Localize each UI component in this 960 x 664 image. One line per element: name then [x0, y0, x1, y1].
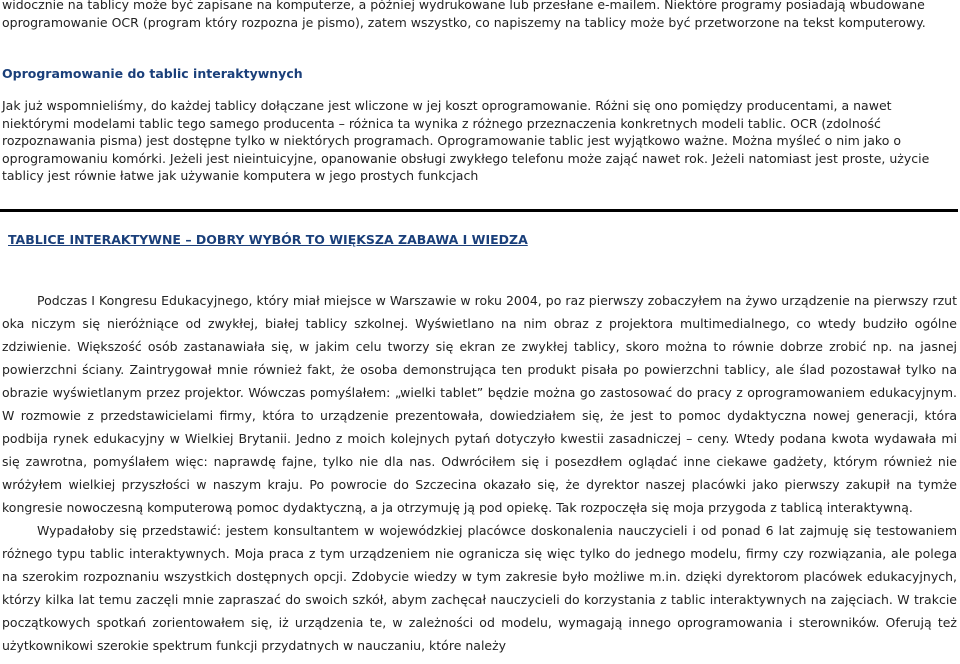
software-section: [2, 97, 957, 185]
article-body: [2, 289, 957, 657]
article-paragraph-2: Wypadałoby się przedstawić: jestem konsultantem w wojewódzkiej placówce doskonalenia nauczycieli i od ponad 6 lat zajmuję się testowaniem różnego typu tablic interaktywnych. Moja praca z tym urządzeniem nie ogranicza się więc tylko do jednego modelu, firmy czy rozwiązania, ale polega na szerokim rozpoznaniu wszystkich dostępnych opcji. Zdobycie wiedzy w tym zakresie było możliwe m.in. dzięki dyrektorom placówek edukacyjnych, którzy kilka lat temu zaczęli mnie zapraszać do swoich szkół, abym zachęcał nauczycieli do korzystania z tablic interaktywnych na zajęciach. W trakcie początkowych spotkań zorientowałem się, iż urządzenia te, w zależności od modelu, wymagają innego oprogramowania i sterowników. Oferują też użytkownikowi szerokie spektrum funkcji przydatnych w nauczaniu, które należy: [2, 523, 957, 653]
intro-section: [2, 0, 957, 31]
software-paragraph: Jak już wspomnieliśmy, do każdej tablicy dołączane jest wliczone w jej koszt oprogramowanie. Różni się ono pomiędzy producentami, a nawet niektórymi modelami tablic tego samego producenta – różnica ta wynika z różnego przeznaczenia konkretnych modeli tablic. OCR (zdolność rozpoznawania pisma) jest dostępne tylko w niektórych programach. Oprogramowanie tablic jest wyjątkowo ważne. Można myśleć o nim jako o oprogramowaniu komórki. Jeżeli jest nieintuicyjne, opanowanie obsługi zwykłego telefonu może zająć nawet rok. Jeżeli natomiast jest proste, użycie tablicy jest równie łatwe jak używanie komputera w jego prostych funkcjach: [2, 98, 930, 184]
article-paragraph-1: Podczas I Kongresu Edukacyjnego, który miał miejsce w Warszawie w roku 2004, po raz pierwszy zobaczyłem na żywo urządzenie na pierwszy rzut oka niczym się nieróżniące od zwykłej, białej tablicy szkolnej. Wyświetlano na nim obraz z projektora multimedialnego, co wtedy budziło ogólne zdziwienie. Większość osób zastanawiała się, w jakim celu tworzy się ekran ze zwykłej tablicy, skoro można to równie dobrze zrobić np. na jasnej powierzchni ściany. Zaintrygował mnie również fakt, że osoba demonstrująca ten produkt pisała po powierzchni tablicy, ale ślad pozostawał tylko na obrazie wyświetlanym przez projektor. Wówczas pomyślałem: „wielki tablet” będzie można go zastosować do pracy z oprogramowaniem edukacyjnym. W rozmowie z przedstawicielami firmy, która to urządzenie prezentowała, dowiedziałem się, że jest to pomoc dydaktyczna nowej generacji, która podbija rynek edukacyjny w Wielkiej Brytanii. Jedno z moich kolejnych pytań dotyczyło kwestii zasadniczej – ceny. Wtedy podana kwota wydawała mi się zawrotna, pomyślałem więc: naprawdę fajne, tylko nie dla nas. Odwróciłem się i posezdłem oglądać inne ciekawe gadżety, którym również nie wróżyłem wielkiej przyszłości w naszym kraju. Po powrocie do Szczecina okazało się, że dyrektor naszej placówki jako pierwszy zakupił na tymże kongresie nowoczesną komputerową pomoc dydaktyczną, a ja otrzymuję ją pod opiekę. Tak rozpoczęła się moja przygoda z tablicą interaktywną.: [2, 293, 957, 515]
intro-paragraph: widocznie na tablicy może być zapisane na komputerze, a później wydrukowane lub przesłane e-mailem. Niektóre programy posiadają wbudowane oprogramowanie OCR (program który rozpozna je pismo), zatem wszystko, co napiszemy na tablicy może być przetworzone na tekst komputerowy.: [2, 0, 926, 30]
article-heading: TABLICE INTERAKTYWNE – DOBRY WYBÓR TO WIĘKSZA ZABAWA I WIEDZA: [8, 232, 528, 247]
section-divider: [0, 209, 958, 212]
software-heading: Oprogramowanie do tablic interaktywnych: [2, 66, 303, 81]
